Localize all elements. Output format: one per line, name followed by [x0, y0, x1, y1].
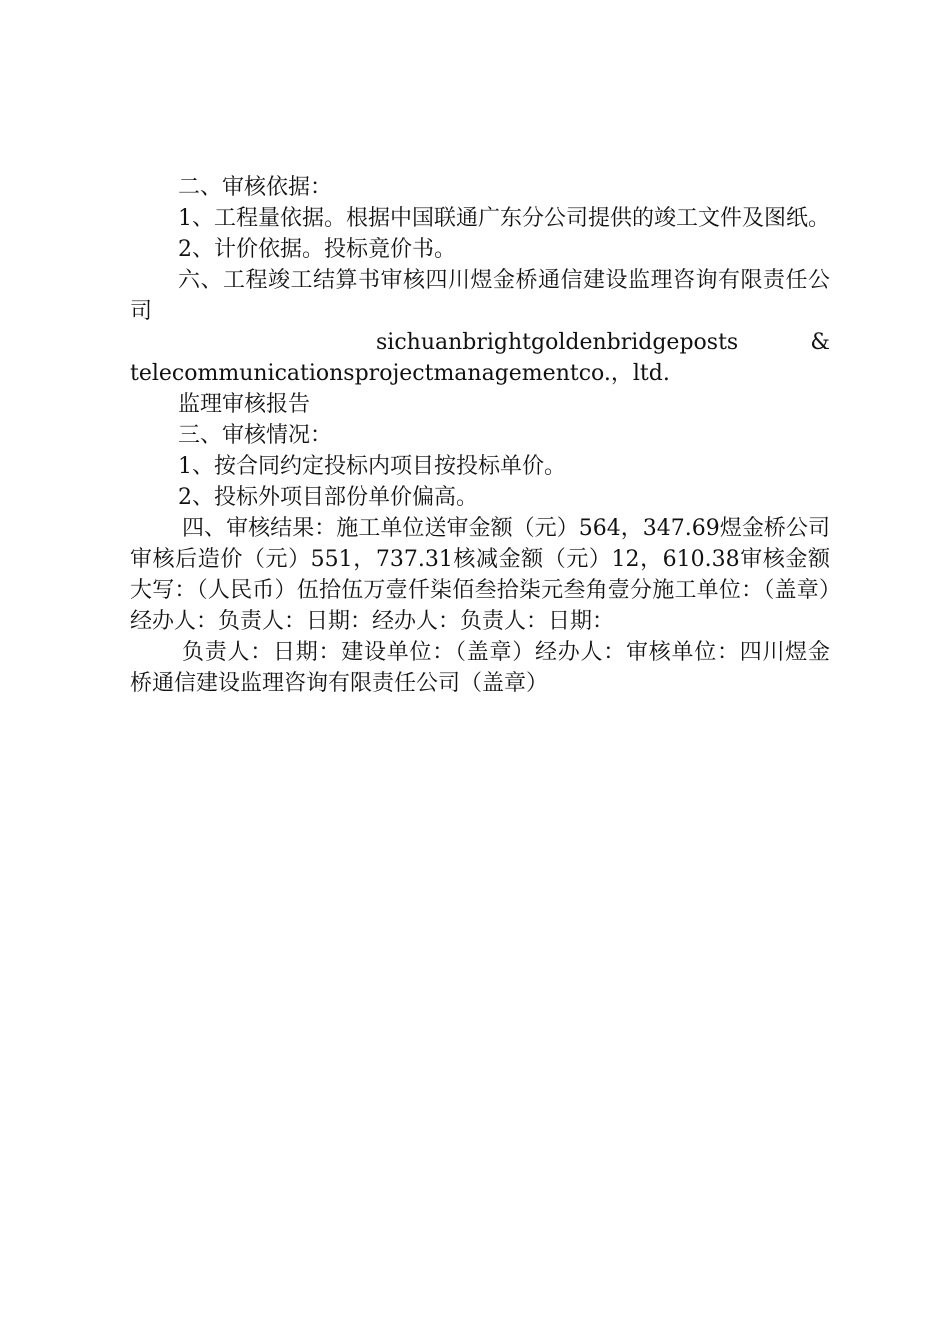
heading-settlement-audit: 六、工程竣工结算书审核四川煜金桥通信建设监理咨询有限责任公司: [130, 268, 830, 324]
english-name-line-2: telecommunicationsprojectmanagementco.，ltd.: [130, 361, 670, 386]
paragraph-contract-items: 1、按合同约定投标内项目按投标单价。: [178, 454, 566, 479]
heading-audit-status: 三、审核情况：: [178, 423, 333, 448]
paragraph-signatures: 负责人：日期：建设单位：（盖章）经办人：审核单位：四川煜金桥通信建设监理咨询有限责任公司（盖章）: [130, 640, 830, 696]
paragraph-quantity-basis: 1、工程量依据。根据中国联通广东分公司提供的竣工文件及图纸。: [178, 206, 830, 231]
paragraph-extra-items: 2、投标外项目部份单价偏高。: [178, 485, 478, 510]
english-name-part-a: sichuanbrightgoldenbridgeposts: [376, 330, 739, 355]
paragraph-report-title: 监理审核报告: [178, 392, 311, 417]
document-body: [130, 172, 830, 699]
english-name-line-1: [130, 327, 830, 358]
paragraph-pricing-basis: 2、计价依据。投标竟价书。: [178, 237, 456, 262]
english-company-name: [130, 327, 830, 389]
heading-audit-basis: 二、审核依据：: [178, 175, 333, 200]
paragraph-audit-results: 四、审核结果：施工单位送审金额（元）564，347.69煜金桥公司审核后造价（元）551，737.31核减金额（元）12，610.38审核金额大写：（人民币）伍拾伍万壹仟柒佰叁拾柒元叁角壹分施工单位：（盖章）经办人：负责人：日期：经办人：负责人：日期：: [130, 516, 830, 634]
english-name-ampersand: &: [810, 330, 830, 355]
